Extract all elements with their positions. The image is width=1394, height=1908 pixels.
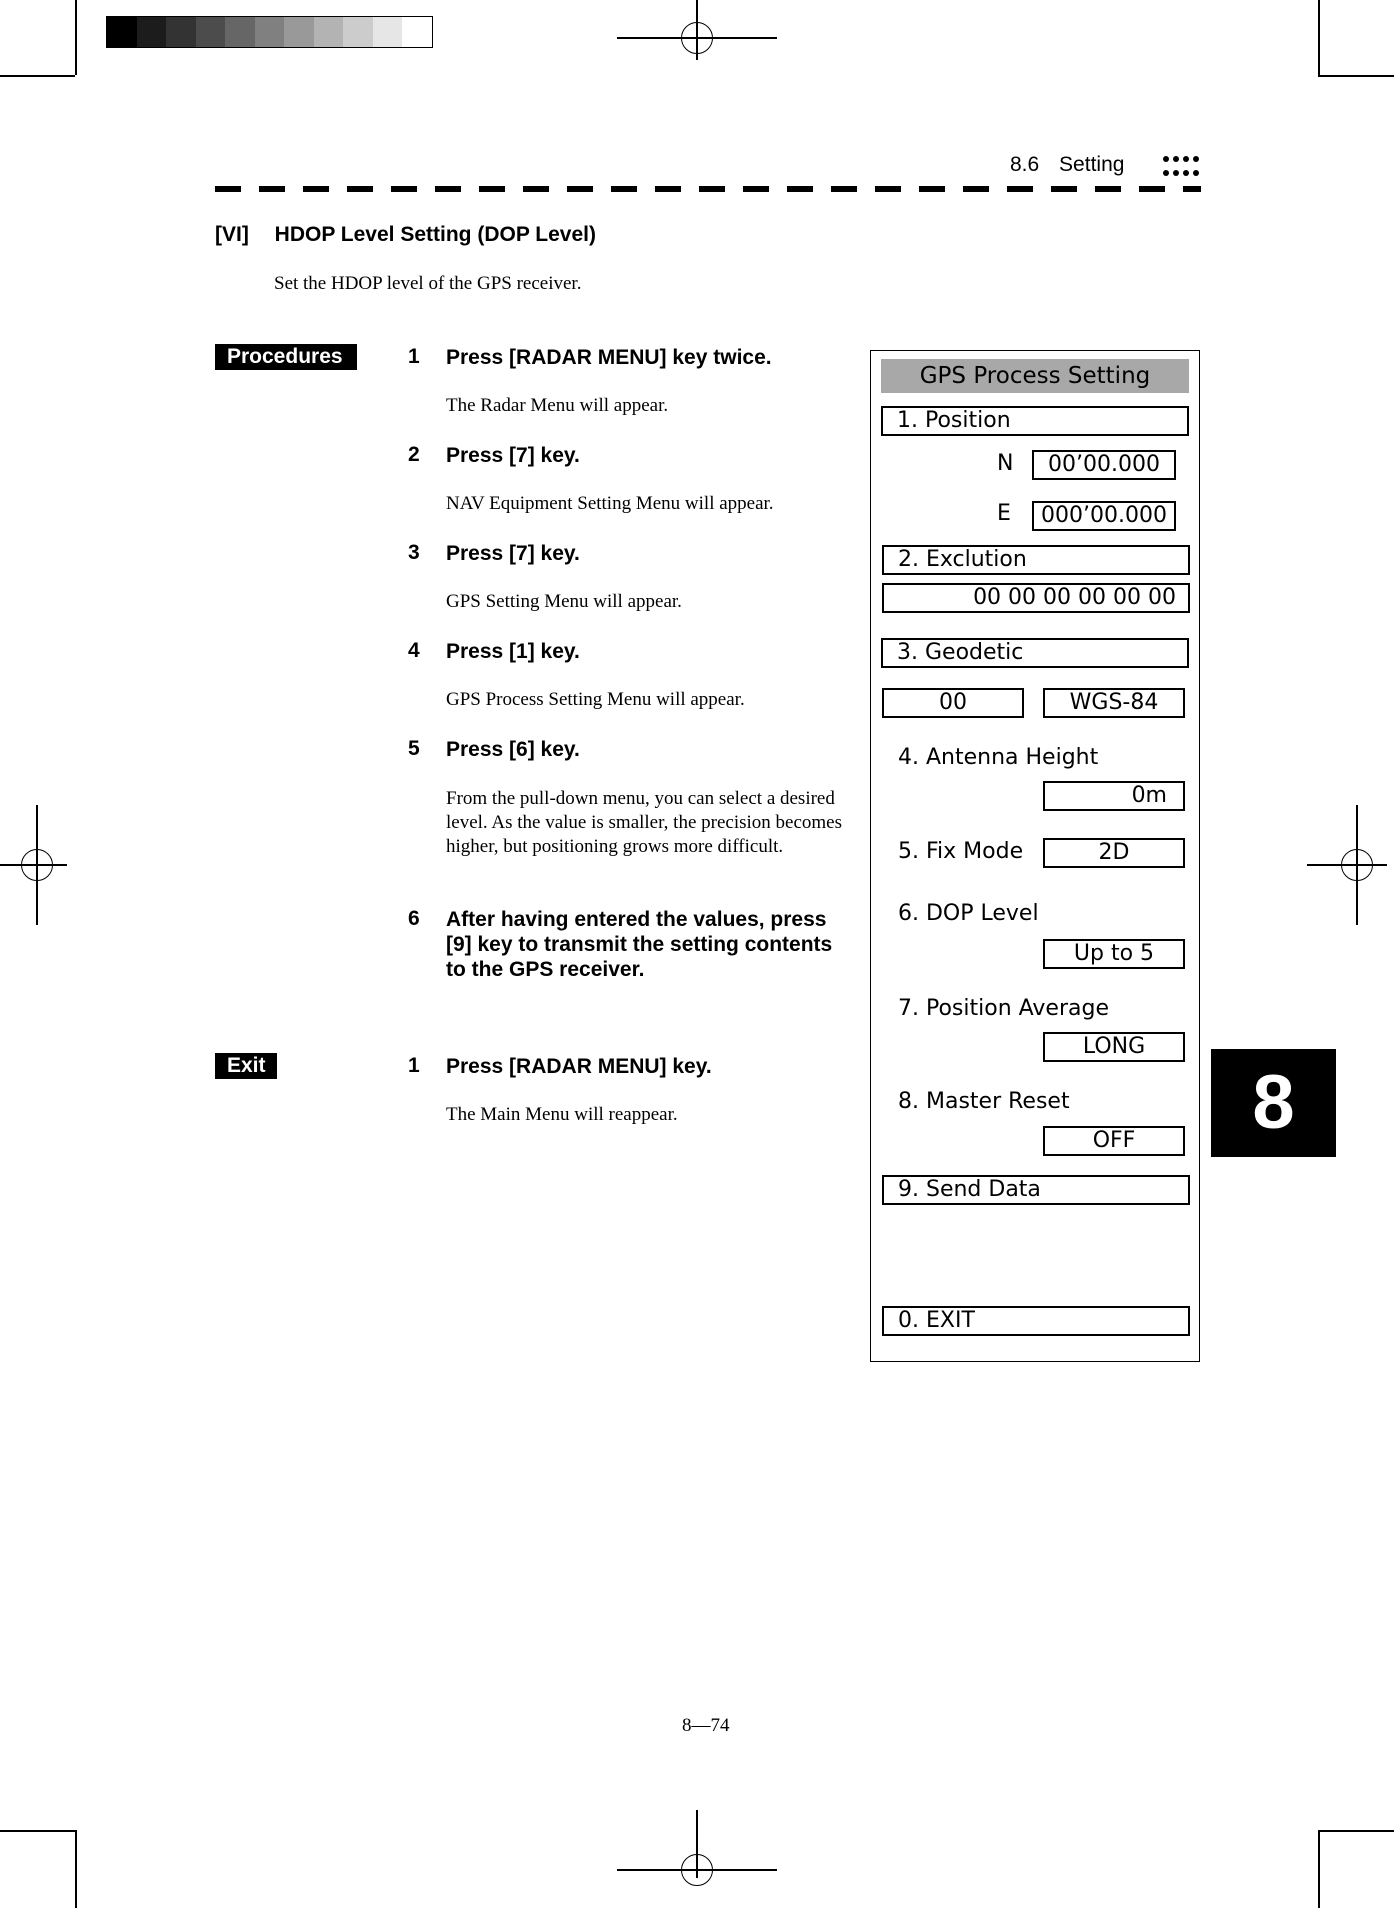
step-3-number: 3 bbox=[408, 541, 420, 564]
exclution-value[interactable]: 00 00 00 00 00 00 bbox=[882, 583, 1190, 613]
menu-item-position-average[interactable]: 7. Position Average bbox=[898, 996, 1109, 1021]
exit-label: Exit bbox=[215, 1053, 277, 1079]
dop-level-value[interactable]: Up to 5 bbox=[1043, 939, 1185, 969]
exit-step-1-text: The Main Menu will reappear. bbox=[446, 1104, 678, 1125]
menu-item-fix-mode[interactable]: 5. Fix Mode bbox=[898, 839, 1024, 864]
fix-mode-value[interactable]: 2D bbox=[1043, 838, 1185, 868]
page-number: 8―74 bbox=[682, 1715, 730, 1736]
step-4-number: 4 bbox=[408, 639, 420, 662]
east-longitude-value[interactable]: 000’00.000 bbox=[1032, 501, 1176, 531]
gps-process-setting-menu bbox=[870, 350, 1200, 1362]
heading-title: HDOP Level Setting (DOP Level) bbox=[274, 223, 596, 246]
menu-item-geodetic[interactable]: 3. Geodetic bbox=[881, 638, 1189, 668]
intro-text: Set the HDOP level of the GPS receiver. bbox=[274, 273, 582, 294]
header-dots-icon bbox=[1163, 154, 1201, 182]
section-number: 8.6 bbox=[1010, 153, 1040, 176]
step-1-number: 1 bbox=[408, 345, 420, 368]
step-5-title: Press [6] key. bbox=[446, 738, 580, 761]
step-1-title: Press [RADAR MENU] key twice. bbox=[446, 346, 772, 369]
section-title: Setting bbox=[1059, 153, 1125, 176]
header-section bbox=[1010, 153, 1124, 177]
north-label: N bbox=[997, 451, 1014, 476]
grayscale-strip bbox=[106, 16, 433, 48]
menu-item-master-reset[interactable]: 8. Master Reset bbox=[898, 1089, 1070, 1114]
step-3-title: Press [7] key. bbox=[446, 542, 580, 565]
east-label: E bbox=[997, 501, 1011, 526]
step-1-text: The Radar Menu will appear. bbox=[446, 395, 669, 416]
procedures-label: Procedures bbox=[215, 344, 357, 370]
menu-item-dop-level[interactable]: 6. DOP Level bbox=[898, 901, 1039, 926]
geodetic-code-value[interactable]: 00 bbox=[882, 688, 1024, 718]
step-2-title: Press [7] key. bbox=[446, 444, 580, 467]
exit-step-1-number: 1 bbox=[408, 1054, 420, 1077]
registration-mark-right bbox=[1327, 835, 1387, 895]
antenna-height-value[interactable]: 0m bbox=[1043, 781, 1185, 811]
step-4-title: Press [1] key. bbox=[446, 640, 580, 663]
registration-mark-bottom bbox=[667, 1840, 727, 1900]
step-6-title: After having entered the values, press [9] key to transmit the setting contents to the GPS receiver. bbox=[446, 908, 833, 981]
step-2-number: 2 bbox=[408, 443, 420, 466]
step-2-text: NAV Equipment Setting Menu will appear. bbox=[446, 493, 774, 514]
menu-title: GPS Process Setting bbox=[881, 359, 1189, 393]
menu-item-send-data[interactable]: 9. Send Data bbox=[882, 1175, 1190, 1205]
exit-step-1-title: Press [RADAR MENU] key. bbox=[446, 1055, 712, 1078]
step-6-number: 6 bbox=[408, 907, 420, 930]
step-5-number: 5 bbox=[408, 737, 420, 760]
menu-item-exclution[interactable]: 2. Exclution bbox=[882, 545, 1190, 575]
step-5-text: From the pull-down menu, you can select a desired level. As the value is smaller, the precision becomes higher, but positioning grows more difficult. bbox=[446, 788, 843, 857]
master-reset-value[interactable]: OFF bbox=[1043, 1126, 1185, 1156]
heading-tag: [VI] bbox=[215, 223, 249, 246]
menu-item-position[interactable]: 1. Position bbox=[881, 406, 1189, 436]
geodetic-datum-value[interactable]: WGS-84 bbox=[1043, 688, 1185, 718]
header-dashed-rule bbox=[215, 186, 1201, 192]
registration-mark-top bbox=[667, 8, 727, 68]
registration-mark-left bbox=[7, 835, 67, 895]
menu-item-antenna-height[interactable]: 4. Antenna Height bbox=[898, 745, 1099, 770]
section-heading bbox=[215, 223, 596, 247]
step-4-text: GPS Process Setting Menu will appear. bbox=[446, 689, 745, 710]
position-average-value[interactable]: LONG bbox=[1043, 1032, 1185, 1062]
menu-item-exit[interactable]: 0. EXIT bbox=[882, 1306, 1190, 1336]
chapter-tab: 8 bbox=[1211, 1049, 1336, 1157]
north-latitude-value[interactable]: 00’00.000 bbox=[1032, 450, 1176, 480]
step-3-text: GPS Setting Menu will appear. bbox=[446, 591, 682, 612]
